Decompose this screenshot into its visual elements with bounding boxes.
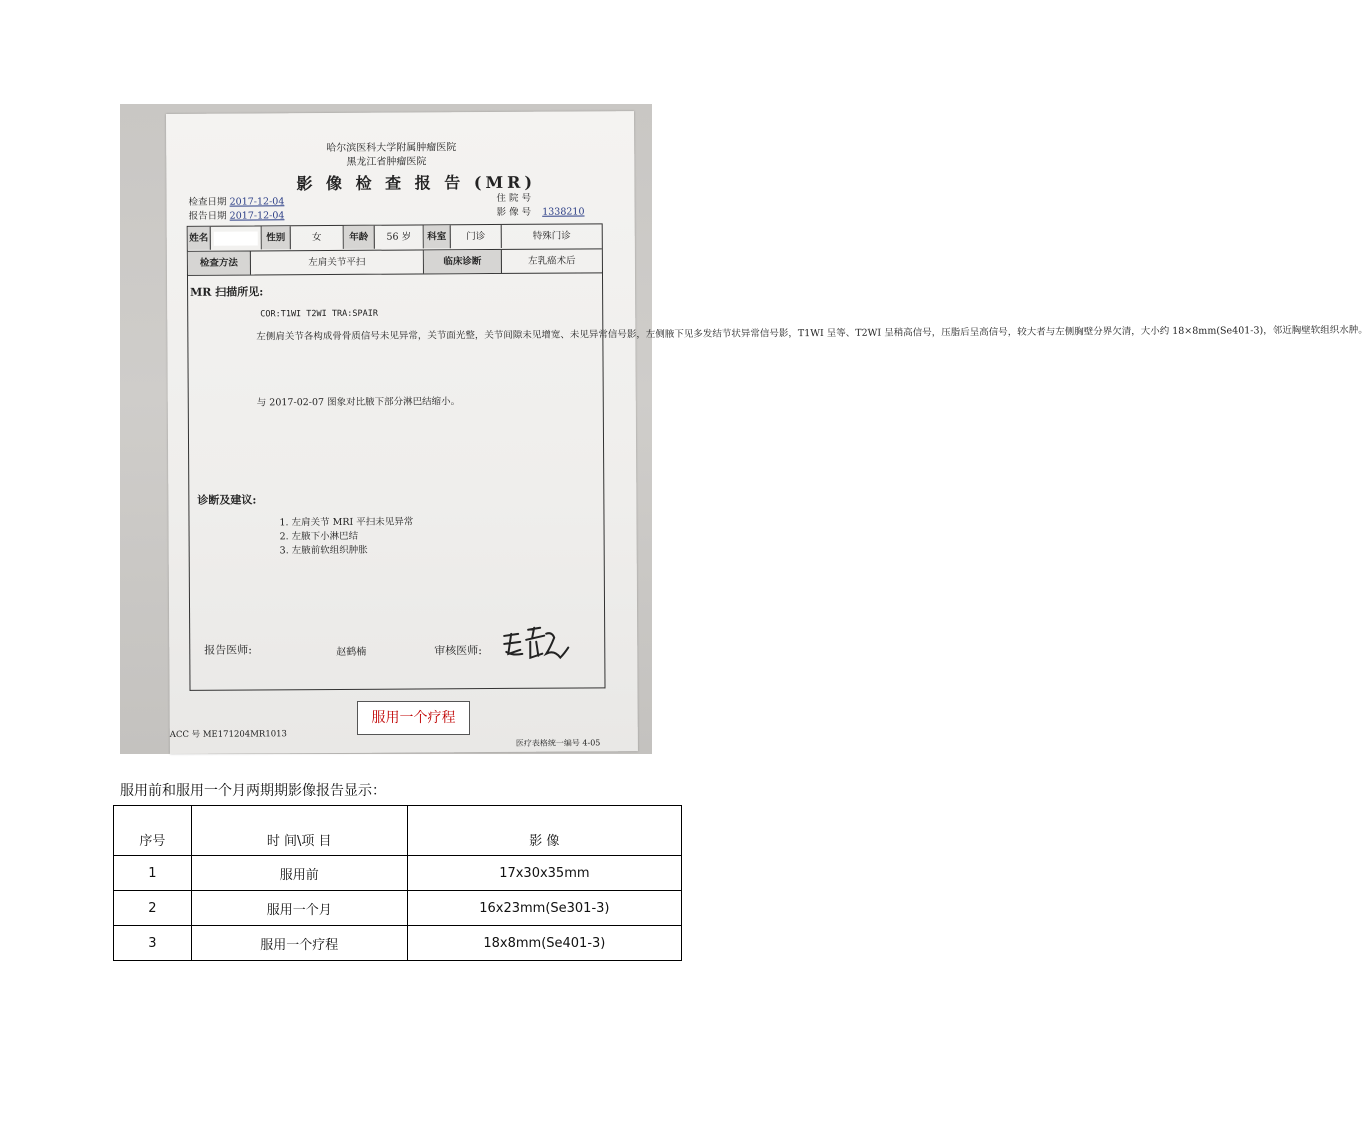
- inpatient-no-label: 住 院 号: [496, 192, 532, 204]
- cell-image: 16x23mm(Se301-3): [407, 891, 681, 926]
- doctor-label: 报告医师:: [204, 643, 253, 657]
- conclusion-item: 2. 左腋下小淋巴结: [279, 530, 359, 543]
- image-no: 1338210: [542, 206, 585, 218]
- cell-image: 17x30x35mm: [407, 856, 681, 891]
- patient-row: [188, 224, 602, 250]
- check-date-label: 检查日期: [188, 196, 227, 208]
- report-photo: [120, 104, 1368, 754]
- dept-value: 门诊: [451, 225, 502, 248]
- cell-index: 3: [114, 926, 192, 961]
- table-header-row: [114, 806, 682, 856]
- form-number: 医疗表格统一编号 4-05: [515, 738, 601, 748]
- conclusion-item: 3. 左腋前软组织肿胀: [279, 544, 368, 557]
- table-row: [114, 891, 682, 926]
- treatment-course-label: 服用一个疗程: [357, 701, 470, 735]
- cell-image: 18x8mm(Se401-3): [407, 926, 681, 961]
- header-index: 序号: [114, 806, 192, 856]
- diagnosis-value: 左乳癌术后: [528, 255, 576, 267]
- report-date-label: 报告日期: [188, 210, 227, 222]
- clinic-value: 特殊门诊: [532, 230, 571, 242]
- table-row: [114, 926, 682, 961]
- findings-box: [187, 271, 1368, 691]
- cell-time: 服用一个疗程: [191, 926, 407, 961]
- header-time: 时 间\项 目: [191, 806, 407, 856]
- header-image: 影 像: [407, 806, 681, 856]
- cell-time: 服用前: [191, 856, 407, 891]
- hospital-name-alt: 黑龙江省肿瘤医院: [346, 156, 427, 168]
- reviewer-signature: [500, 624, 570, 664]
- table-row: [114, 856, 682, 891]
- method-value: 左肩关节平扫: [251, 250, 424, 274]
- report-date: 2017-12-04: [229, 210, 285, 222]
- conclusion-item: 1. 左肩关节 MRI 平扫未见异常: [279, 516, 414, 529]
- reviewer-label: 审核医师:: [434, 644, 483, 658]
- doctor-name: 赵鹤楠: [336, 646, 367, 658]
- findings-comparison: 与 2017-02-07 图象对比腋下部分淋巴结缩小。: [256, 396, 461, 409]
- cell-time: 服用一个月: [191, 891, 407, 926]
- acc-number: ACC 号 ME171204MR1013: [169, 729, 287, 740]
- intro-text: 服用前和服用一个月两期期影像报告显示：: [120, 783, 386, 799]
- age-label: 年龄: [344, 226, 375, 249]
- cell-index: 1: [114, 856, 192, 891]
- report-sheet: [166, 111, 1368, 754]
- check-date: 2017-12-04: [229, 196, 285, 208]
- report-title: 影 像 检 查 报 告 (MR): [296, 172, 537, 194]
- redacted-name: [214, 231, 258, 245]
- age-value: 56 岁: [375, 225, 424, 248]
- findings-paragraph: 左侧肩关节各构成骨骨质信号未见异常，关节面光整，关节间隙未见增宽、未见异常信号影，左侧腋下见多发结节状异常信号影，T1WI 呈等、T2WI 呈稍高信号，压脂后呈高信号，较大者与左侧胸壁分界欠清，大小约 18×8mm(Se401-3)，邻近胸壁软组织水肿。: [256, 324, 1368, 343]
- method-label: 检查方法: [188, 251, 251, 274]
- sex-value: 女: [291, 226, 344, 249]
- image-no-label: 影 像 号: [496, 206, 532, 218]
- diagnosis-label: 临床诊断: [424, 250, 502, 273]
- name-label: 姓名: [188, 227, 211, 250]
- sex-label: 性别: [262, 226, 291, 249]
- image-no-row: [497, 203, 585, 218]
- name-value: [211, 226, 262, 249]
- sequence-line: COR:T1WI T2WI TRA:SPAIR: [260, 308, 378, 320]
- report-date-row: [189, 207, 285, 222]
- patient-info-grid: [187, 223, 603, 276]
- comparison-table: [113, 805, 682, 961]
- findings-title: MR 扫描所见:: [190, 285, 264, 299]
- hospital-name: 哈尔滨医科大学附属肿瘤医院: [326, 142, 457, 155]
- conclusion-title: 诊断及建议:: [197, 493, 257, 507]
- cell-index: 2: [114, 891, 192, 926]
- dept-label: 科室: [424, 225, 451, 248]
- check-date-row: [188, 193, 284, 208]
